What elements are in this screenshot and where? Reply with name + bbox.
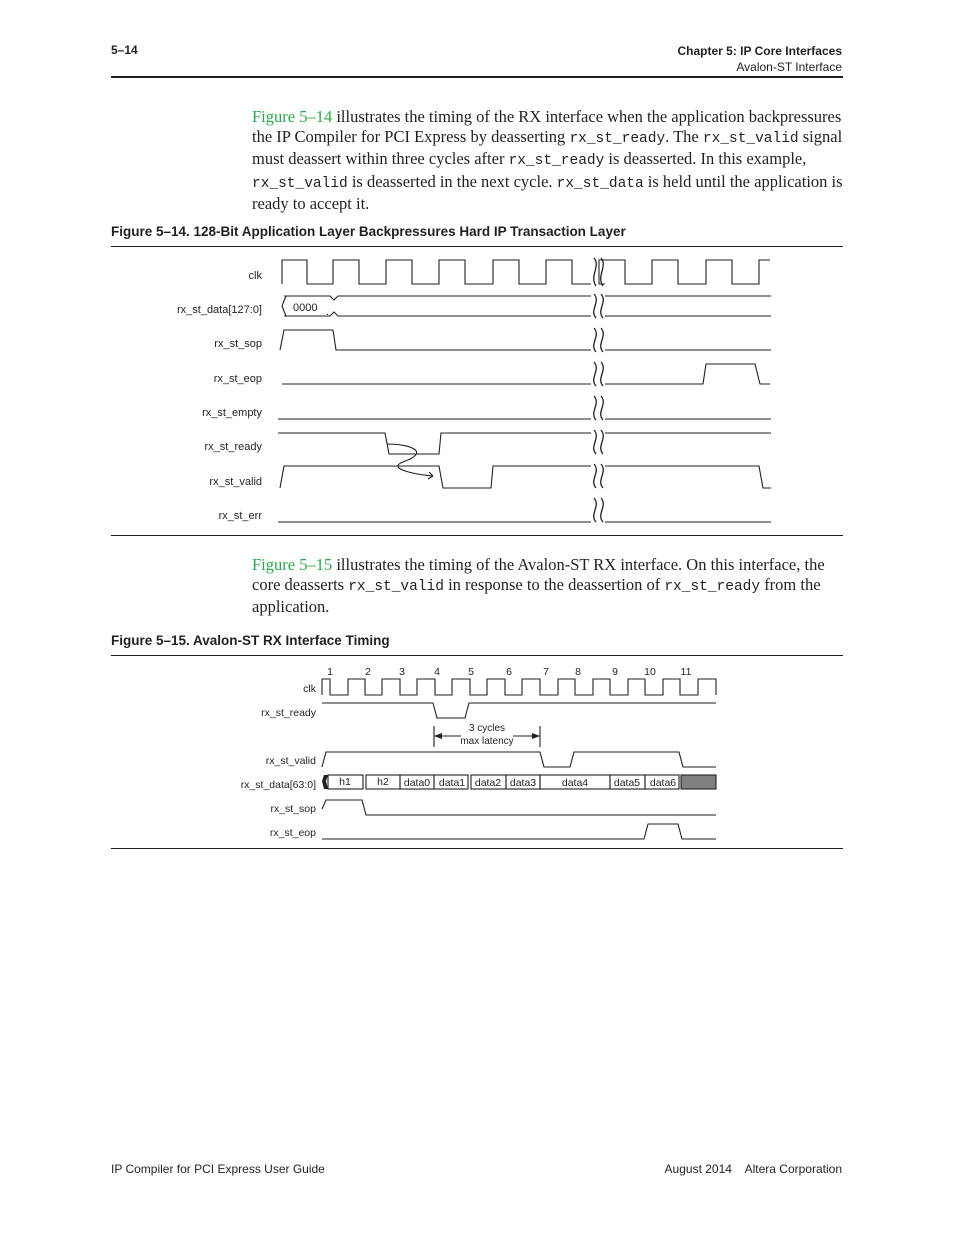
data-value-dot: . bbox=[326, 306, 330, 318]
sig-label-clk: clk bbox=[248, 270, 262, 282]
waveform-clk bbox=[322, 679, 716, 695]
paragraph-figure-5-14-intro bbox=[252, 107, 847, 214]
waveform-valid bbox=[280, 466, 591, 488]
waveform-ready bbox=[278, 433, 591, 454]
cycle-number: 11 bbox=[680, 666, 692, 678]
cycle-number: 5 bbox=[468, 666, 474, 678]
sig-label-rx-st-sop: rx_st_sop bbox=[270, 803, 316, 815]
para2-text-1: illustrates the timing of the Avalon-ST RX interface. On this interface, the core deasserts bbox=[252, 555, 825, 594]
cycle-numbers bbox=[327, 666, 692, 678]
data-word-label: data4 bbox=[561, 777, 589, 789]
cycle-number: 6 bbox=[506, 666, 512, 678]
cycle-number: 8 bbox=[575, 666, 581, 678]
waveform-clk-cont bbox=[599, 260, 770, 284]
cycle-number: 4 bbox=[434, 666, 440, 678]
sig-label-rx-st-empty: rx_st_empty bbox=[202, 407, 262, 419]
figure-5-14-top-rule bbox=[111, 246, 843, 247]
figure-5-15-top-rule bbox=[111, 655, 843, 656]
waveform-valid bbox=[322, 752, 716, 767]
data-word-label: data0 bbox=[403, 777, 431, 789]
chapter-title: Chapter 5: IP Core Interfaces bbox=[677, 44, 842, 58]
paragraph-figure-5-15-intro bbox=[252, 555, 847, 617]
latency-label-line2: max latency bbox=[460, 736, 514, 747]
para1-text-3: signal must deassert within three cycles after bbox=[252, 126, 843, 169]
sig-label-rx-st-valid: rx_st_valid bbox=[209, 476, 262, 488]
cycle-number: 3 bbox=[399, 666, 405, 678]
sig-label-clk: clk bbox=[303, 683, 316, 695]
figure-5-15-link[interactable]: Figure 5–15 bbox=[252, 555, 333, 574]
figure-5-14-link[interactable]: Figure 5–14 bbox=[252, 107, 333, 126]
running-header bbox=[677, 43, 842, 75]
sig-label-rx-st-ready: rx_st_ready bbox=[261, 707, 316, 719]
para1-text-4: is deasserted. In this example, bbox=[604, 149, 807, 169]
data-word-label: data1 bbox=[438, 777, 466, 789]
waveform-data-bus-start bbox=[282, 296, 286, 316]
latency-arrowhead-left bbox=[434, 733, 442, 739]
waveform-sop bbox=[280, 330, 591, 350]
data-word-label: data3 bbox=[509, 777, 537, 789]
page-number: 5–14 bbox=[111, 43, 138, 57]
waveform-ready bbox=[322, 703, 716, 718]
section-title: Avalon-ST Interface bbox=[736, 60, 842, 74]
sig-label-rx-st-data: rx_st_data[63:0] bbox=[240, 779, 316, 791]
footer-document-title: IP Compiler for PCI Express User Guide bbox=[111, 1162, 325, 1176]
footer-date-company: August 2014 Altera Corporation bbox=[664, 1162, 842, 1176]
sig-label-rx-st-eop: rx_st_eop bbox=[269, 827, 316, 839]
waveform-eop bbox=[322, 824, 716, 839]
data-idle-region bbox=[681, 775, 716, 789]
sig-label-rx-st-sop: rx_st_sop bbox=[214, 338, 262, 350]
para1-code-2: rx_st_valid bbox=[702, 130, 799, 147]
figure-5-14-caption: Figure 5–14. 128-Bit Application Layer Backpressures Hard IP Transaction Layer bbox=[111, 224, 626, 239]
data-word-label: data6 bbox=[649, 777, 677, 789]
para1-code-4: rx_st_valid bbox=[252, 175, 348, 192]
causality-arrow bbox=[387, 444, 433, 476]
cycle-number: 9 bbox=[612, 666, 618, 678]
figure-5-15-caption: Figure 5–15. Avalon-ST RX Interface Timing bbox=[111, 633, 390, 648]
cycle-number: 1 bbox=[327, 666, 333, 678]
para1-code-5: rx_st_data bbox=[556, 175, 644, 192]
figure-5-15-bottom-rule bbox=[111, 848, 843, 849]
figure-5-14-timing-diagram bbox=[111, 248, 843, 534]
cycle-number: 7 bbox=[543, 666, 549, 678]
para1-text-2: . The bbox=[665, 126, 703, 146]
para2-code-1: rx_st_valid bbox=[348, 578, 444, 595]
para2-text-2: in response to the deassertion of bbox=[443, 574, 665, 594]
waveform-data-bus-bottom bbox=[284, 312, 591, 316]
figure-5-14-bottom-rule bbox=[111, 535, 843, 536]
figure-5-15-timing-diagram bbox=[111, 657, 843, 847]
sig-label-rx-st-valid: rx_st_valid bbox=[265, 755, 316, 767]
data-word-label: h1 bbox=[339, 776, 351, 788]
para2-code-2: rx_st_ready bbox=[664, 578, 761, 595]
cycle-number: 10 bbox=[644, 666, 656, 678]
sig-label-rx-st-eop: rx_st_eop bbox=[213, 373, 262, 385]
latency-label-line1: 3 cycles bbox=[468, 723, 506, 734]
data-word-label: data5 bbox=[613, 777, 641, 789]
para1-text-6: is held until the application is ready to accept it. bbox=[252, 171, 843, 214]
waveform-data-bus-top bbox=[284, 296, 591, 300]
para1-code-1: rx_st_ready bbox=[569, 130, 666, 147]
time-break-marks bbox=[594, 258, 604, 522]
latency-arrowhead-right bbox=[532, 733, 540, 739]
data-word-label: data2 bbox=[474, 777, 502, 789]
sig-label-rx-st-data: rx_st_data[127:0] bbox=[176, 304, 262, 316]
data-word-label: h2 bbox=[377, 776, 389, 788]
waveform-valid-cont bbox=[605, 466, 771, 488]
para1-text-1: illustrates the timing of the RX interface when the application backpressures the IP Compiler for PCI Express by deasserting bbox=[252, 107, 842, 146]
para2-text-3: from the application. bbox=[252, 574, 821, 617]
sig-label-rx-st-err: rx_st_err bbox=[218, 510, 262, 522]
para1-text-5: is deasserted in the next cycle. bbox=[347, 171, 557, 191]
cycle-number: 2 bbox=[365, 666, 371, 678]
waveform-sop bbox=[322, 800, 716, 815]
para1-code-3: rx_st_ready bbox=[508, 153, 605, 170]
sig-label-rx-st-ready: rx_st_ready bbox=[204, 441, 262, 453]
waveform-eop-cont bbox=[605, 364, 770, 384]
data-value-0000: 0000 bbox=[293, 302, 318, 314]
waveform-clk bbox=[282, 260, 591, 284]
header-rule bbox=[111, 76, 843, 78]
